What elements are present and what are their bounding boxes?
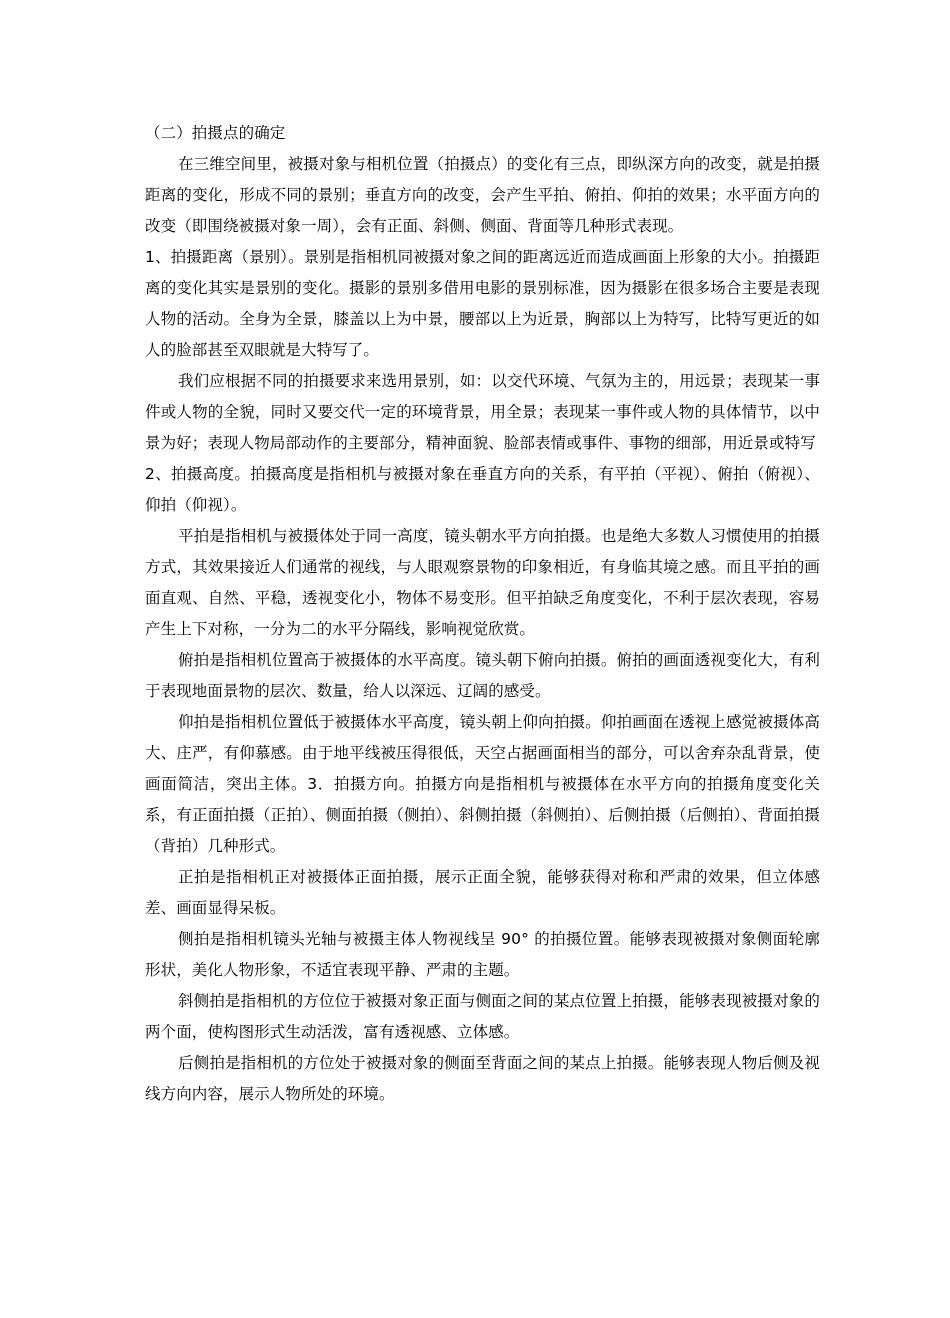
paragraph-intro: 在三维空间里，被摄对象与相机位置（拍摄点）的变化有三点，即纵深方向的改变，就是拍摄距离的变化，形成不同的景别；垂直方向的改变，会产生平拍、俯拍、仰拍的效果；水平面方向的改变（即围绕被摄对象一周），会有正面、斜侧、侧面、背面等几种形式表现。 — [145, 155, 820, 235]
paragraph-front-shot: 正拍是指相机正对被摄体正面拍摄，展示正面全貌，能够获得对称和严肃的效果，但立体感差、画面显得呆板。 — [145, 868, 820, 917]
paragraph-shooting-distance: 1、拍摄距离（景别）。景别是指相机同被摄对象之间的距离远近而造成画面上形象的大小。拍摄距离的变化其实是景别的变化。摄影的景别多借用电影的景别标准，因为摄影在很多场合主要是表现人物的活动。全身为全景，膝盖以上为中景，腰部以上为近景，胸部以上为特写，比特写更近的如人的脸部甚至双眼就是大特写了。 — [145, 248, 820, 359]
paragraph-oblique-shot: 斜侧拍是指相机的方位位于被摄对象正面与侧面之间的某点位置上拍摄，能够表现被摄对象的两个面，使构图形式生动活泼，富有透视感、立体感。 — [145, 992, 820, 1041]
section-heading: （二）拍摄点的确定 — [145, 124, 286, 142]
paragraph-shooting-height: 2、拍摄高度。拍摄高度是指相机与被摄对象在垂直方向的关系，有平拍（平视）、俯拍（俯视）、仰拍（仰视）。 — [145, 465, 820, 514]
paragraph-eye-level: 平拍是指相机与被摄体处于同一高度，镜头朝水平方向拍摄。也是绝大多数人习惯使用的拍摄方式，其效果接近人们通常的视线，与人眼观察景物的印象相近，有身临其境之感。而且平拍的画面直观、自然、平稳，透视变化小，物体不易变形。但平拍缺乏角度变化，不利于层次表现，容易产生上下对称，一分为二的水平分隔线，影响视觉欣赏。 — [145, 527, 820, 638]
paragraph-rear-side-shot: 后侧拍是指相机的方位处于被摄对象的侧面至背面之间的某点上拍摄。能够表现人物后侧及视线方向内容，展示人物所处的环境。 — [145, 1054, 820, 1103]
paragraph-shot-selection: 我们应根据不同的拍摄要求来选用景别，如：以交代环境、气氛为主的，用远景；表现某一事件或人物的全貌，同时又要交代一定的环境背景，用全景；表现某一事件或人物的具体情节，以中景为好；表现人物局部动作的主要部分，精神面貌、脸部表情或事件、事物的细部，用近景或特写 — [145, 372, 820, 452]
document-body — [145, 118, 820, 1110]
paragraph-high-angle: 俯拍是指相机位置高于被摄体的水平高度。镜头朝下俯向拍摄。俯拍的画面透视变化大，有利于表现地面景物的层次、数量，给人以深远、辽阔的感受。 — [145, 651, 820, 700]
paragraph-side-shot: 侧拍是指相机镜头光轴与被摄主体人物视线呈 90° 的拍摄位置。能够表现被摄对象侧面轮廓形状，美化人物形象，不适宜表现平静、严肃的主题。 — [145, 930, 820, 979]
paragraph-low-angle: 仰拍是指相机位置低于被摄体水平高度，镜头朝上仰向拍摄。仰拍画面在透视上感觉被摄体高大、庄严，有仰慕感。由于地平线被压得很低，天空占据画面相当的部分，可以舍弃杂乱背景，使画面简洁，突出主体。3．拍摄方向。拍摄方向是指相机与被摄体在水平方向的拍摄角度变化关系，有正面拍摄（正拍）、侧面拍摄（侧拍）、斜侧拍摄（斜侧拍）、后侧拍摄（后侧拍）、背面拍摄（背拍）几种形式。 — [145, 713, 820, 855]
